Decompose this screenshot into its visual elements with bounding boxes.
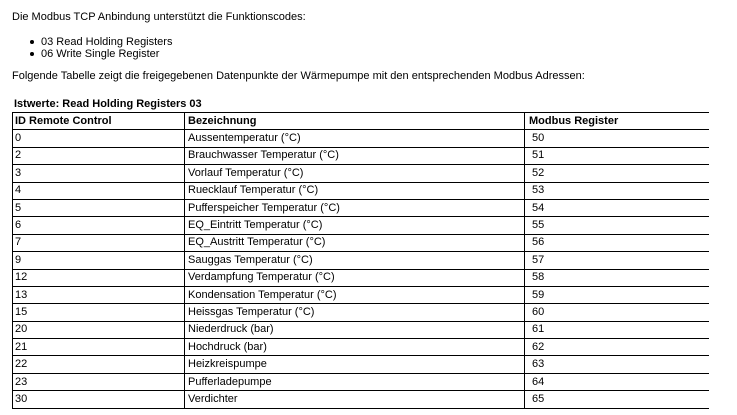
cell-bezeichnung: Niederdruck (bar) (185, 321, 525, 338)
cell-bezeichnung: EQ_Austritt Temperatur (°C) (185, 234, 525, 251)
cell-register: 62 (525, 339, 709, 356)
cell-id: 30 (13, 391, 185, 408)
table-row (13, 182, 709, 199)
table-row (13, 391, 709, 408)
header-id: ID Remote Control (13, 113, 185, 130)
cell-id: 15 (13, 304, 185, 321)
cell-id: 2 (13, 147, 185, 164)
cell-register: 51 (525, 147, 709, 164)
cell-bezeichnung: Vorlauf Temperatur (°C) (185, 165, 525, 182)
cell-register: 58 (525, 269, 709, 286)
table-row (13, 286, 709, 303)
table-row (13, 147, 709, 164)
cell-bezeichnung: Pufferladepumpe (185, 373, 525, 390)
cell-register: 63 (525, 356, 709, 373)
cell-bezeichnung: Pufferspeicher Temperatur (°C) (185, 199, 525, 216)
function-code-list (30, 36, 172, 60)
cell-id: 5 (13, 199, 185, 216)
cell-bezeichnung: Sauggas Temperatur (°C) (185, 252, 525, 269)
cell-register: 65 (525, 391, 709, 408)
cell-id: 21 (13, 339, 185, 356)
table-body (13, 130, 709, 408)
table-row (13, 356, 709, 373)
table-row (13, 304, 709, 321)
function-code-item: 03 Read Holding Registers (30, 36, 172, 48)
cell-bezeichnung: Ruecklauf Temperatur (°C) (185, 182, 525, 199)
table-row (13, 199, 709, 216)
cell-id: 6 (13, 217, 185, 234)
cell-id: 20 (13, 321, 185, 338)
table-row (13, 269, 709, 286)
cell-register: 55 (525, 217, 709, 234)
table-row (13, 234, 709, 251)
header-modbus-register: Modbus Register (525, 113, 709, 130)
cell-id: 22 (13, 356, 185, 373)
cell-register: 54 (525, 199, 709, 216)
table-row (13, 252, 709, 269)
cell-bezeichnung: Verdichter (185, 391, 525, 408)
cell-register: 52 (525, 165, 709, 182)
cell-bezeichnung: EQ_Eintritt Temperatur (°C) (185, 217, 525, 234)
cell-register: 59 (525, 286, 709, 303)
cell-bezeichnung: Brauchwasser Temperatur (°C) (185, 147, 525, 164)
cell-register: 53 (525, 182, 709, 199)
cell-register: 50 (525, 130, 709, 147)
cell-register: 56 (525, 234, 709, 251)
cell-bezeichnung: Aussentemperatur (°C) (185, 130, 525, 147)
register-table (12, 112, 709, 409)
cell-id: 9 (13, 252, 185, 269)
table-row (13, 130, 709, 147)
cell-register: 61 (525, 321, 709, 338)
table-title: Istwerte: Read Holding Registers 03 (14, 98, 202, 110)
cell-id: 7 (13, 234, 185, 251)
cell-register: 57 (525, 252, 709, 269)
cell-register: 64 (525, 373, 709, 390)
table-row (13, 321, 709, 338)
cell-id: 0 (13, 130, 185, 147)
table-row (13, 339, 709, 356)
table-intro-text: Folgende Tabelle zeigt die freigegebenen Datenpunkte der Wärmepumpe mit den entsprechenden Modbus Adressen: (12, 70, 585, 82)
table-header-row (13, 113, 709, 130)
cell-register: 60 (525, 304, 709, 321)
cell-bezeichnung: Kondensation Temperatur (°C) (185, 286, 525, 303)
cell-id: 23 (13, 373, 185, 390)
header-bezeichnung: Bezeichnung (185, 113, 525, 130)
cell-bezeichnung: Heizkreispumpe (185, 356, 525, 373)
cell-bezeichnung: Hochdruck (bar) (185, 339, 525, 356)
cell-id: 13 (13, 286, 185, 303)
table-row (13, 217, 709, 234)
table-row (13, 165, 709, 182)
cell-id: 4 (13, 182, 185, 199)
table-row (13, 373, 709, 390)
cell-bezeichnung: Heissgas Temperatur (°C) (185, 304, 525, 321)
intro-text: Die Modbus TCP Anbindung unterstützt die Funktionscodes: (12, 11, 306, 23)
function-code-item: 06 Write Single Register (30, 48, 172, 60)
cell-id: 12 (13, 269, 185, 286)
cell-id: 3 (13, 165, 185, 182)
cell-bezeichnung: Verdampfung Temperatur (°C) (185, 269, 525, 286)
